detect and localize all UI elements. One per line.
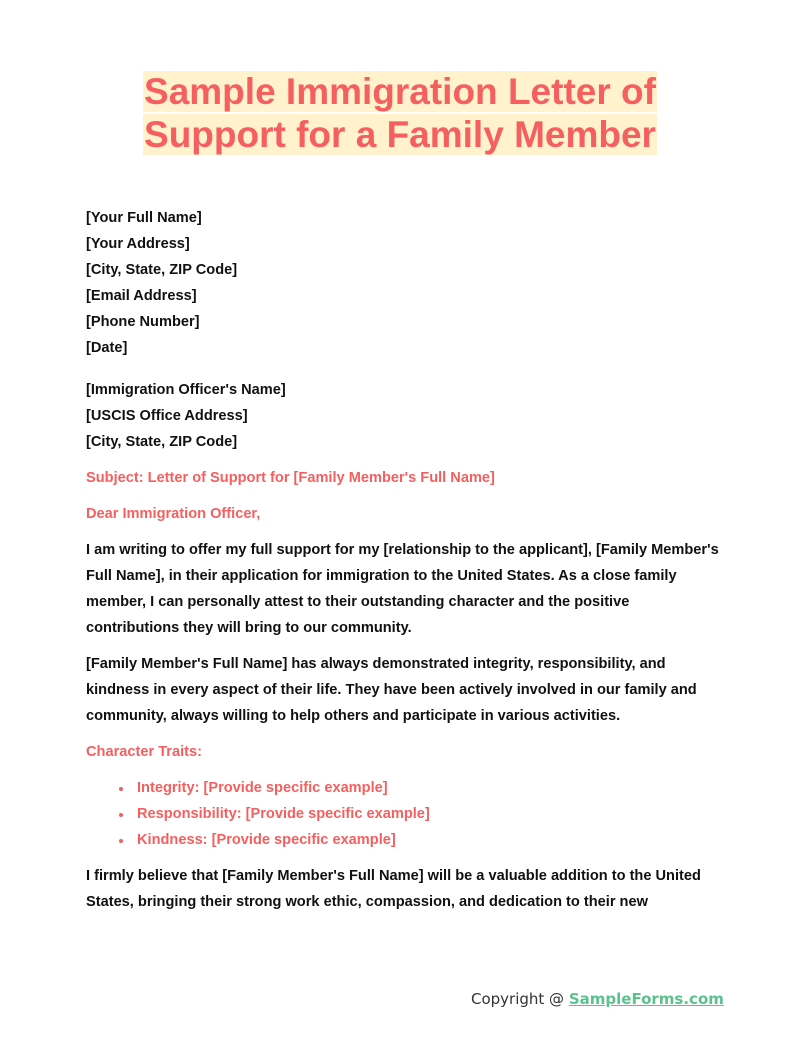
sender-block bbox=[86, 205, 726, 361]
paragraph-1: I am writing to offer my full support for my [relationship to the applicant], [Family Member's Full Name], in their application for immigration to the United States. As a close family member, I can personally attest to their outstanding character and the positive contributions they will bring to our community. bbox=[86, 542, 719, 636]
sampleforms-link[interactable]: SampleForms.com bbox=[568, 990, 724, 1008]
sender-phone: [Phone Number] bbox=[86, 314, 200, 330]
salutation: Dear Immigration Officer, bbox=[86, 506, 261, 522]
recipient-city: [City, State, ZIP Code] bbox=[86, 434, 238, 450]
trait-item: • Integrity: [Provide specific example] bbox=[133, 775, 726, 801]
trait-item: • Responsibility: [Provide specific example] bbox=[133, 801, 726, 827]
copyright-text: Copyright @ bbox=[471, 990, 569, 1008]
footer bbox=[471, 990, 724, 1008]
title-line-1: Sample Immigration Letter of bbox=[144, 71, 656, 112]
sender-email: [Email Address] bbox=[86, 288, 197, 304]
traits-list bbox=[86, 775, 726, 853]
recipient-block bbox=[86, 377, 726, 455]
traits-heading: Character Traits: bbox=[86, 744, 202, 760]
title-line-2: Support for a Family Member bbox=[144, 114, 656, 155]
paragraph-2: [Family Member's Full Name] has always demonstrated integrity, responsibility, and kindness in every aspect of their life. They have been actively involved in our family and community, always willing to help others and participate in various activities. bbox=[86, 656, 697, 724]
trait-item: • Kindness: [Provide specific example] bbox=[133, 827, 726, 853]
recipient-address: [USCIS Office Address] bbox=[86, 408, 248, 424]
subject-line: Subject: Letter of Support for [Family Member's Full Name] bbox=[86, 470, 495, 486]
letter-date: [Date] bbox=[86, 340, 128, 356]
sender-address: [Your Address] bbox=[86, 236, 190, 252]
letter-body bbox=[86, 205, 726, 925]
sender-name: [Your Full Name] bbox=[86, 210, 202, 226]
closing-paragraph: I firmly believe that [Family Member's Full Name] will be a valuable addition to the United States, bringing their strong work ethic, compassion, and dedication to their new bbox=[86, 868, 701, 910]
sender-city: [City, State, ZIP Code] bbox=[86, 262, 238, 278]
page-title bbox=[0, 70, 800, 156]
recipient-name: [Immigration Officer's Name] bbox=[86, 382, 286, 398]
